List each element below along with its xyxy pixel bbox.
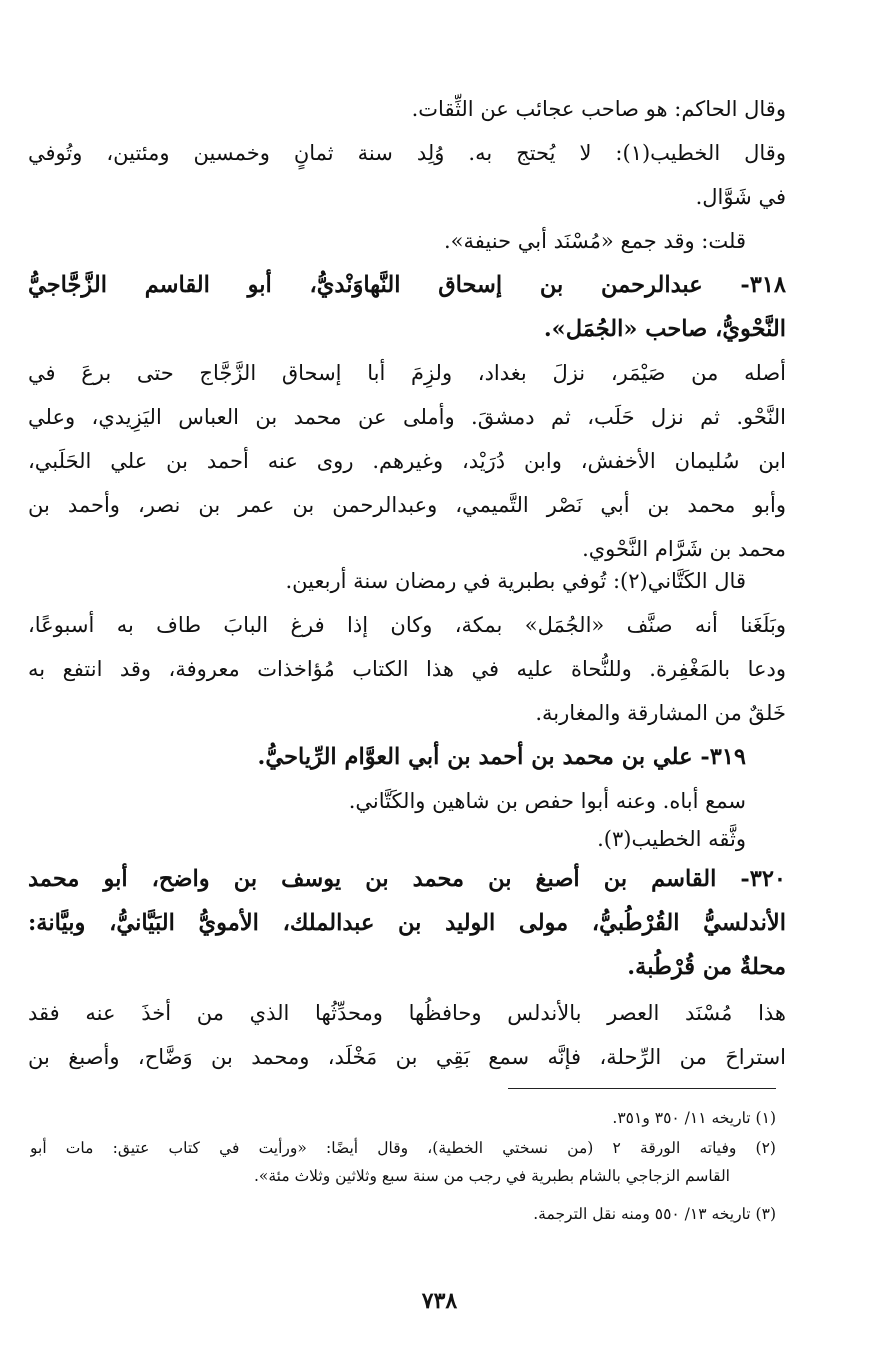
body-line-12: قال الكَتَّاني(٢): تُوفي بطبرية في رمضان سنة أربعين. [285, 569, 746, 593]
entry-320-heading-line-3: محلةٌ من قُرْطُبة. [627, 954, 786, 980]
entry-318-heading-line-1: ٣١٨- عبدالرحمن بن إسحاق النَّهاوَنْديُّ، أبو القاسم الزَّجَّاجيُّ [28, 272, 786, 298]
body-line-4: قلت: وقد جمع «مُسْنَد أبي حنيفة». [444, 229, 746, 253]
entry-320-heading-line-2: الأندلسيُّ القُرْطُبيُّ، مولى الوليد بن عبدالملك، الأمويُّ البَيَّانيُّ، وبيَّانة: [28, 910, 786, 936]
page-number: ٧٣٨ [421, 1288, 458, 1314]
body-line-9: ابن سُليمان الأخفش، وابن دُرَيْد، وغيرهم. روى عنه أحمد بن علي الحَلَبي، [28, 449, 786, 473]
body-line-15: خَلقٌ من المشارقة والمغاربة. [535, 701, 786, 725]
body-line-18: وثَّقه الخطيب(٣). [597, 827, 746, 851]
footnote-separator [508, 1088, 776, 1089]
footnote-2-line-1: (٢) وفياته الورقة ٢ (من نسختي الخطية)، وقال أيضًا: «ورأيت في كتاب عتيق: مات أبو [30, 1139, 776, 1157]
body-line-8: النَّحْو. ثم نزل حَلَب، ثم دمشقَ. وأملى عن محمد بن العباس اليَزِيدي، وعلي [28, 405, 786, 429]
footnote-1: (١) تاريخه ١١/ ٣٥٠ و٣٥١. [612, 1109, 776, 1127]
body-line-22: هذا مُسْنَد العصر بالأندلس وحافظُها ومحدِّثُها الذي من أخذَ عنه فقد [28, 1001, 786, 1025]
body-line-11: محمد بن شَرَّام النَّحْوي. [582, 537, 786, 561]
footnote-3: (٣) تاريخه ١٣/ ٥٥٠ ومنه نقل الترجمة. [533, 1205, 776, 1223]
body-line-14: ودعا بالمَغْفِرة. وللنُّحاة عليه في هذا الكتاب مُؤاخذات معروفة، وقد انتفع به [28, 657, 786, 681]
footnote-2-line-2: القاسم الزجاجي بالشام بطبرية في رجب من سنة سبع وثلاثين وثلاث مئة». [253, 1167, 730, 1185]
entry-318-heading-line-2: النَّحْويُّ، صاحب «الجُمَل». [543, 316, 786, 342]
body-line-10: وأبو محمد بن أبي نَصْر التَّميمي، وعبدالرحمن بن عمر بن نصر، وأحمد بن [28, 493, 786, 517]
body-line-23: استراحَ من الرِّحلة، فإنَّه سمع بَقِي بن مَخْلَد، ومحمد بن وَضَّاح، وأصبغ بن [28, 1045, 786, 1069]
body-line-13: وبَلَغَنا أنه صنَّف «الجُمَل» بمكة، وكان إذا فرغ البابَ طاف به أسبوعًا، [28, 613, 786, 637]
body-line-3: في شَوَّال. [695, 185, 786, 209]
body-line-1: وقال الحاكم: هو صاحب عجائب عن الثِّقات. [411, 97, 786, 121]
body-line-7: أصله من صَيْمَر، نزلَ بغداد، ولزِمَ أبا إسحاق الزَّجَّاج حتى برعَ في [28, 361, 786, 385]
body-line-2: وقال الخطيب(١): لا يُحتج به. وُلِد سنة ثمانٍ وخمسين ومئتين، وتُوفي [28, 141, 786, 165]
entry-319-heading: ٣١٩- علي بن محمد بن أحمد بن أبي العوَّام الرِّياحيُّ. [257, 744, 746, 770]
entry-320-heading-line-1: ٣٢٠- القاسم بن أصبغ بن محمد بن يوسف بن واضح، أبو محمد [28, 866, 786, 892]
body-line-17: سمع أباه. وعنه أبوا حفص بن شاهين والكَتَّاني. [348, 789, 746, 813]
